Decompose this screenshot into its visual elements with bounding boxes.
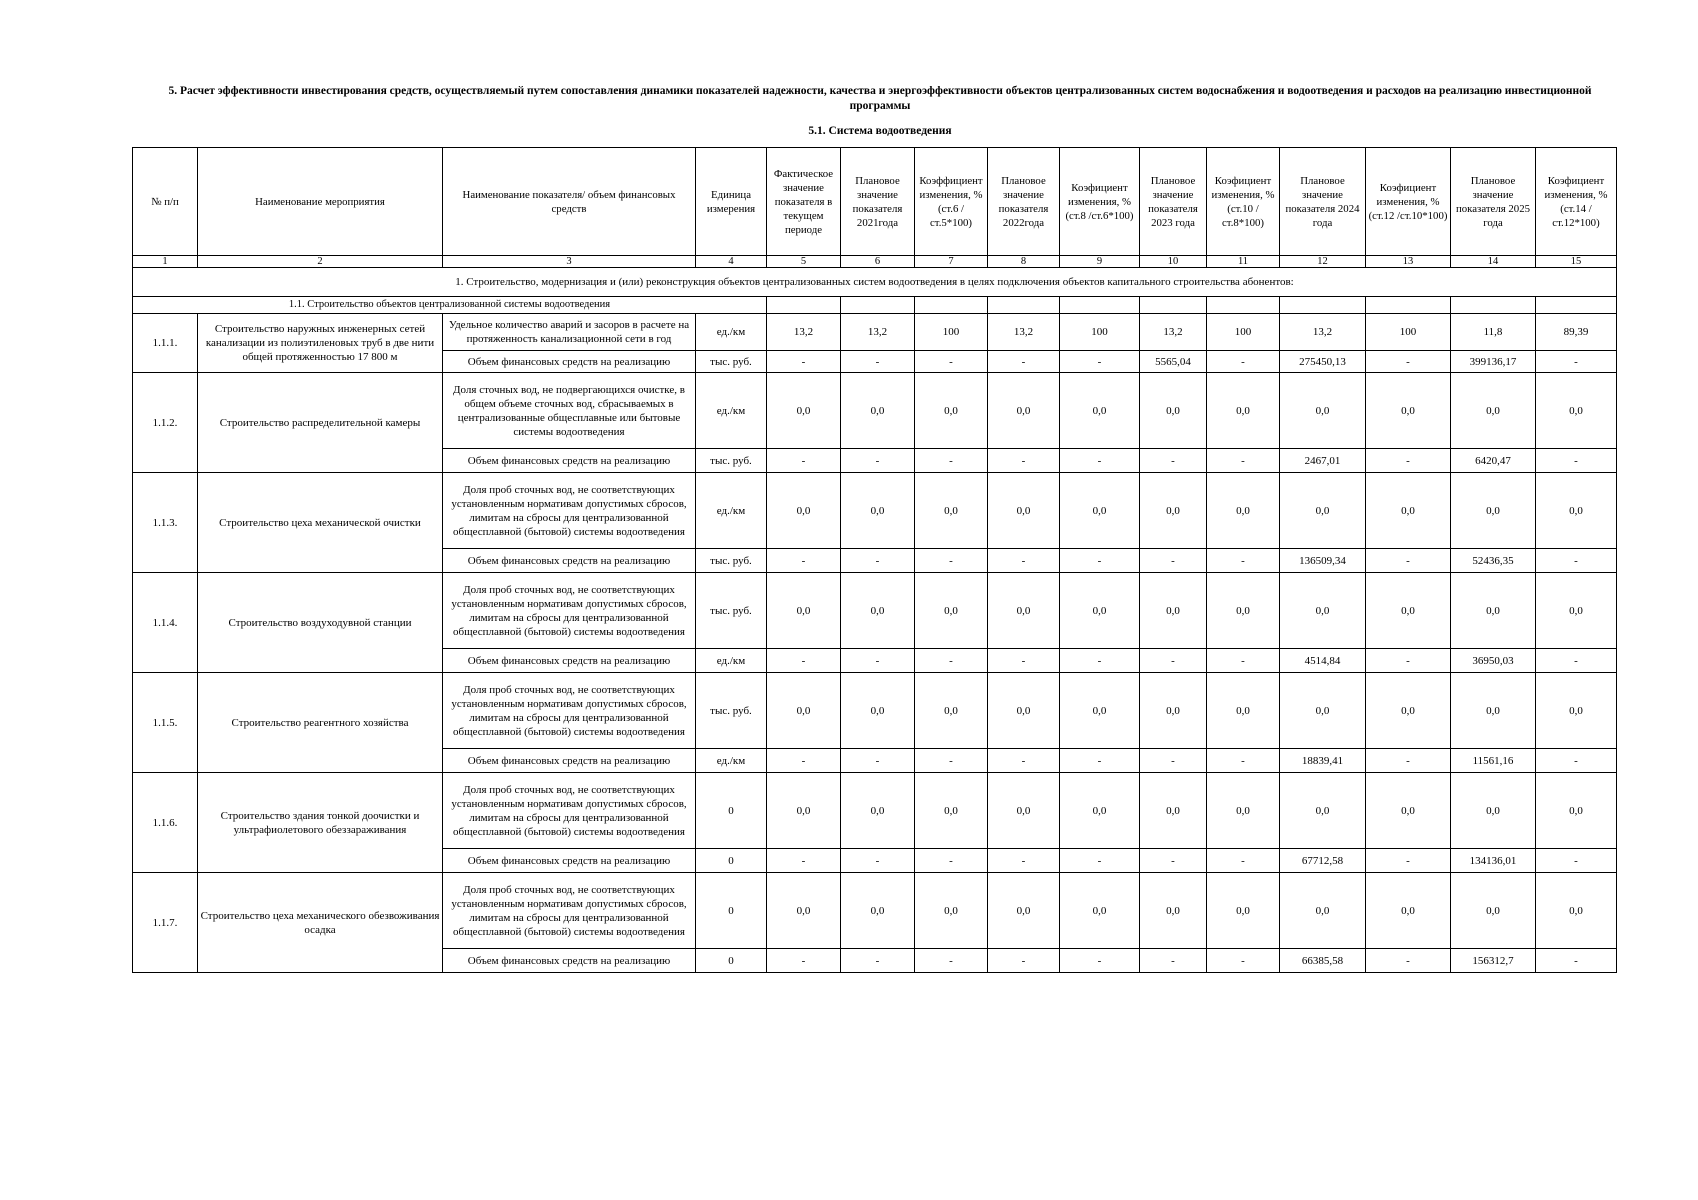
column-number: 1 xyxy=(133,256,198,268)
efficiency-table xyxy=(132,147,1617,973)
indicator-name: Объем финансовых средств на реализацию xyxy=(443,351,696,373)
table-cell xyxy=(841,297,915,314)
table-cell xyxy=(1366,297,1451,314)
value-cell: 0,0 xyxy=(988,573,1060,649)
value-cell: 0,0 xyxy=(841,673,915,749)
value-cell: - xyxy=(915,749,988,773)
value-cell: 0,0 xyxy=(988,673,1060,749)
unit-cell: 0 xyxy=(696,873,767,949)
indicator-name: Объем финансовых средств на реализацию xyxy=(443,649,696,673)
unit-cell: 0 xyxy=(696,949,767,973)
value-cell: 0,0 xyxy=(1060,773,1140,849)
value-cell: 0,0 xyxy=(1280,373,1366,449)
value-cell: 0,0 xyxy=(1536,673,1617,749)
value-cell: 0,0 xyxy=(767,573,841,649)
value-cell: - xyxy=(1060,849,1140,873)
value-cell: - xyxy=(767,449,841,473)
value-cell: - xyxy=(988,549,1060,573)
column-header: Плановое значение показателя 2025 года xyxy=(1451,148,1536,256)
value-cell: - xyxy=(1140,949,1207,973)
value-cell: 100 xyxy=(915,314,988,351)
unit-cell: тыс. руб. xyxy=(696,573,767,649)
column-header: Коэфициент изменения, % (ст.8 /ст.6*100) xyxy=(1060,148,1140,256)
value-cell: 0,0 xyxy=(1536,473,1617,549)
unit-cell: тыс. руб. xyxy=(696,673,767,749)
value-cell: 0,0 xyxy=(1207,373,1280,449)
value-cell: - xyxy=(988,649,1060,673)
value-cell: - xyxy=(841,849,915,873)
page-title: 5. Расчет эффективности инвестирования средств, осуществляемый путем сопоставления динамики показателей надежности, качества и энергоэффективности объектов централизованных систем водоснабжения и водоотведения и расходов на реализацию инвестиционной программы xyxy=(168,85,1592,112)
value-cell: 100 xyxy=(1207,314,1280,351)
value-cell: 156312,7 xyxy=(1451,949,1536,973)
value-cell: 67712,58 xyxy=(1280,849,1366,873)
value-cell: - xyxy=(988,749,1060,773)
value-cell: 13,2 xyxy=(1140,314,1207,351)
value-cell: - xyxy=(988,849,1060,873)
unit-cell: ед./км xyxy=(696,373,767,449)
value-cell: 0,0 xyxy=(1451,673,1536,749)
indicator-name: Объем финансовых средств на реализацию xyxy=(443,449,696,473)
value-cell: - xyxy=(1366,749,1451,773)
table-cell xyxy=(915,297,988,314)
value-cell: 13,2 xyxy=(767,314,841,351)
unit-cell: тыс. руб. xyxy=(696,351,767,373)
unit-cell: ед./км xyxy=(696,749,767,773)
indicator-name: Доля проб сточных вод, не соответствующих установленным нормативам допустимых сбросов, лимитам на сбросы для централизованной общесплавной (бытовой) системы водоотведения xyxy=(443,673,696,749)
indicator-name: Объем финансовых средств на реализацию xyxy=(443,749,696,773)
value-cell: - xyxy=(1207,749,1280,773)
table-cell xyxy=(767,297,841,314)
activity-name: Строительство распределительной камеры xyxy=(198,373,443,473)
value-cell: - xyxy=(1366,351,1451,373)
unit-cell: ед./км xyxy=(696,649,767,673)
value-cell: - xyxy=(1140,649,1207,673)
unit-cell: тыс. руб. xyxy=(696,549,767,573)
column-header: Коэфициент изменения, % (ст.12 /ст.10*100) xyxy=(1366,148,1451,256)
value-cell: 0,0 xyxy=(1060,873,1140,949)
value-cell: 0,0 xyxy=(767,773,841,849)
value-cell: - xyxy=(1207,849,1280,873)
value-cell: 0,0 xyxy=(1140,673,1207,749)
column-header: Фактическое значение показателя в текущем периоде xyxy=(767,148,841,256)
activity-name: Строительство цеха механической очистки xyxy=(198,473,443,573)
section-row xyxy=(133,268,1617,297)
value-cell: 0,0 xyxy=(1207,473,1280,549)
value-cell: 0,0 xyxy=(1451,773,1536,849)
value-cell: - xyxy=(1536,949,1617,973)
value-cell: - xyxy=(1207,351,1280,373)
value-cell: 0,0 xyxy=(915,373,988,449)
column-header: Плановое значение показателя 2022года xyxy=(988,148,1060,256)
column-header: Плановое значение показателя 2023 года xyxy=(1140,148,1207,256)
row-number: 1.1.1. xyxy=(133,314,198,373)
value-cell: - xyxy=(1060,749,1140,773)
value-cell: - xyxy=(915,649,988,673)
table-row xyxy=(133,314,1617,351)
indicator-name: Объем финансовых средств на реализацию xyxy=(443,849,696,873)
value-cell: 0,0 xyxy=(1536,373,1617,449)
value-cell: - xyxy=(1060,351,1140,373)
value-cell: 52436,35 xyxy=(1451,549,1536,573)
table-cell xyxy=(1060,297,1140,314)
value-cell: 0,0 xyxy=(1366,773,1451,849)
value-cell: - xyxy=(1536,449,1617,473)
table-row xyxy=(133,773,1617,849)
column-header: Плановое значение показателя 2024 года xyxy=(1280,148,1366,256)
column-header: Коэфициент изменения, % (ст.14 /ст.12*100) xyxy=(1536,148,1617,256)
value-cell: 0,0 xyxy=(1060,673,1140,749)
value-cell: 0,0 xyxy=(1536,773,1617,849)
indicator-name: Доля проб сточных вод, не соответствующих установленным нормативам допустимых сбросов, лимитам на сбросы для централизованной общесплавной (бытовой) системы водоотведения xyxy=(443,573,696,649)
value-cell: - xyxy=(1536,849,1617,873)
value-cell: 0,0 xyxy=(1207,773,1280,849)
column-number: 12 xyxy=(1280,256,1366,268)
column-number: 9 xyxy=(1060,256,1140,268)
value-cell: - xyxy=(1366,649,1451,673)
value-cell: 399136,17 xyxy=(1451,351,1536,373)
row-number: 1.1.4. xyxy=(133,573,198,673)
value-cell: 0,0 xyxy=(841,573,915,649)
value-cell: 66385,58 xyxy=(1280,949,1366,973)
value-cell: 0,0 xyxy=(1140,473,1207,549)
value-cell: 0,0 xyxy=(841,873,915,949)
table-cell xyxy=(1280,297,1366,314)
value-cell: - xyxy=(1140,449,1207,473)
section-subtitle: 5.1. Система водоотведения xyxy=(808,125,952,137)
subsection-title: 1.1. Строительство объектов централизованной системы водоотведения xyxy=(133,297,767,314)
value-cell: 0,0 xyxy=(1280,573,1366,649)
table-row xyxy=(133,473,1617,549)
table-row xyxy=(133,573,1617,649)
value-cell: 0,0 xyxy=(1207,573,1280,649)
value-cell: - xyxy=(1207,549,1280,573)
table-cell xyxy=(1207,297,1280,314)
value-cell: 0,0 xyxy=(1366,873,1451,949)
activity-name: Строительство наружных инженерных сетей канализации из полиэтиленовых труб в две нити общей протяженностью 17 800 м xyxy=(198,314,443,373)
value-cell: 0,0 xyxy=(1366,373,1451,449)
table-row xyxy=(133,873,1617,949)
value-cell: 0,0 xyxy=(841,373,915,449)
value-cell: - xyxy=(767,649,841,673)
indicator-name: Доля сточных вод, не подвергающихся очистке, в общем объеме сточных вод, сбрасываемых в централизованные общесплавные или бытовые системы водоотведения xyxy=(443,373,696,449)
column-number: 13 xyxy=(1366,256,1451,268)
value-cell: 13,2 xyxy=(1280,314,1366,351)
value-cell: 0,0 xyxy=(1140,373,1207,449)
column-number: 14 xyxy=(1451,256,1536,268)
subsection-row xyxy=(133,297,1617,314)
table-row xyxy=(133,673,1617,749)
value-cell: 0,0 xyxy=(988,473,1060,549)
value-cell: 0,0 xyxy=(1280,673,1366,749)
value-cell: 0,0 xyxy=(1451,573,1536,649)
value-cell: - xyxy=(1140,849,1207,873)
row-number: 1.1.7. xyxy=(133,873,198,973)
value-cell: - xyxy=(1207,449,1280,473)
value-cell: 0,0 xyxy=(1060,473,1140,549)
column-number: 6 xyxy=(841,256,915,268)
indicator-name: Объем финансовых средств на реализацию xyxy=(443,949,696,973)
column-number: 10 xyxy=(1140,256,1207,268)
column-header: № п/п xyxy=(133,148,198,256)
unit-cell: тыс. руб. xyxy=(696,449,767,473)
column-numbers-row xyxy=(133,256,1617,268)
row-number: 1.1.6. xyxy=(133,773,198,873)
value-cell: - xyxy=(915,549,988,573)
value-cell: - xyxy=(1140,549,1207,573)
value-cell: 0,0 xyxy=(915,773,988,849)
value-cell: 0,0 xyxy=(841,473,915,549)
value-cell: 0,0 xyxy=(1060,573,1140,649)
value-cell: - xyxy=(841,649,915,673)
value-cell: 13,2 xyxy=(841,314,915,351)
value-cell: 0,0 xyxy=(1140,573,1207,649)
row-number: 1.1.2. xyxy=(133,373,198,473)
table-cell xyxy=(1451,297,1536,314)
value-cell: - xyxy=(1536,649,1617,673)
value-cell: 0,0 xyxy=(1280,773,1366,849)
value-cell: 0,0 xyxy=(915,473,988,549)
value-cell: - xyxy=(767,749,841,773)
value-cell: - xyxy=(1207,949,1280,973)
value-cell: - xyxy=(767,949,841,973)
value-cell: - xyxy=(1536,749,1617,773)
value-cell: 36950,03 xyxy=(1451,649,1536,673)
value-cell: - xyxy=(1366,449,1451,473)
value-cell: 0,0 xyxy=(915,873,988,949)
value-cell: - xyxy=(1366,949,1451,973)
value-cell: 0,0 xyxy=(767,673,841,749)
column-header: Плановое значение показателя 2021года xyxy=(841,148,915,256)
column-number: 11 xyxy=(1207,256,1280,268)
value-cell: 11,8 xyxy=(1451,314,1536,351)
value-cell: - xyxy=(841,449,915,473)
value-cell: 0,0 xyxy=(1451,873,1536,949)
value-cell: - xyxy=(841,351,915,373)
column-header: Наименование мероприятия xyxy=(198,148,443,256)
value-cell: 0,0 xyxy=(915,673,988,749)
value-cell: 0,0 xyxy=(767,373,841,449)
column-number: 3 xyxy=(443,256,696,268)
value-cell: 0,0 xyxy=(915,573,988,649)
value-cell: 0,0 xyxy=(988,873,1060,949)
value-cell: - xyxy=(988,449,1060,473)
column-header: Единица измерения xyxy=(696,148,767,256)
value-cell: - xyxy=(1060,549,1140,573)
value-cell: 0,0 xyxy=(1280,873,1366,949)
value-cell: - xyxy=(841,549,915,573)
activity-name: Строительство воздуходувной станции xyxy=(198,573,443,673)
value-cell: 0,0 xyxy=(988,373,1060,449)
header-row xyxy=(133,148,1617,256)
indicator-name: Удельное количество аварий и засоров в расчете на протяженность канализационной сети в год xyxy=(443,314,696,351)
value-cell: - xyxy=(767,849,841,873)
value-cell: 136509,34 xyxy=(1280,549,1366,573)
value-cell: 0,0 xyxy=(1140,773,1207,849)
value-cell: - xyxy=(1060,949,1140,973)
value-cell: 0,0 xyxy=(1451,473,1536,549)
row-number: 1.1.3. xyxy=(133,473,198,573)
value-cell: 0,0 xyxy=(1280,473,1366,549)
value-cell: 0,0 xyxy=(1451,373,1536,449)
unit-cell: 0 xyxy=(696,849,767,873)
value-cell: 134136,01 xyxy=(1451,849,1536,873)
value-cell: - xyxy=(1060,649,1140,673)
column-number: 2 xyxy=(198,256,443,268)
column-number: 5 xyxy=(767,256,841,268)
column-number: 4 xyxy=(696,256,767,268)
value-cell: - xyxy=(1536,549,1617,573)
table-row xyxy=(133,373,1617,449)
row-number: 1.1.5. xyxy=(133,673,198,773)
value-cell: 100 xyxy=(1366,314,1451,351)
value-cell: 13,2 xyxy=(988,314,1060,351)
value-cell: 0,0 xyxy=(1366,673,1451,749)
value-cell: 0,0 xyxy=(1207,673,1280,749)
value-cell: - xyxy=(841,749,915,773)
value-cell: - xyxy=(767,351,841,373)
value-cell: - xyxy=(915,449,988,473)
value-cell: - xyxy=(915,351,988,373)
value-cell: 100 xyxy=(1060,314,1140,351)
value-cell: 0,0 xyxy=(1140,873,1207,949)
table-cell xyxy=(1140,297,1207,314)
column-header: Наименование показателя/ объем финансовых средств xyxy=(443,148,696,256)
value-cell: 0,0 xyxy=(988,773,1060,849)
value-cell: 2467,01 xyxy=(1280,449,1366,473)
value-cell: - xyxy=(1140,749,1207,773)
unit-cell: 0 xyxy=(696,773,767,849)
value-cell: 89,39 xyxy=(1536,314,1617,351)
value-cell: 5565,04 xyxy=(1140,351,1207,373)
value-cell: 0,0 xyxy=(1366,573,1451,649)
unit-cell: ед./км xyxy=(696,314,767,351)
value-cell: 0,0 xyxy=(841,773,915,849)
section-title: 1. Строительство, модернизация и (или) реконструкция объектов централизованных систем водоотведения в целях подключения объектов капитального строительства абонентов: xyxy=(133,268,1617,297)
activity-name: Строительство реагентного хозяйства xyxy=(198,673,443,773)
value-cell: - xyxy=(988,351,1060,373)
value-cell: - xyxy=(767,549,841,573)
value-cell: 275450,13 xyxy=(1280,351,1366,373)
value-cell: 4514,84 xyxy=(1280,649,1366,673)
column-number: 8 xyxy=(988,256,1060,268)
column-number: 15 xyxy=(1536,256,1617,268)
value-cell: - xyxy=(1207,649,1280,673)
indicator-name: Объем финансовых средств на реализацию xyxy=(443,549,696,573)
indicator-name: Доля проб сточных вод, не соответствующих установленным нормативам допустимых сбросов, лимитам на сбросы для централизованной общесплавной (бытовой) системы водоотведения xyxy=(443,773,696,849)
value-cell: 0,0 xyxy=(1536,573,1617,649)
unit-cell: ед./км xyxy=(696,473,767,549)
value-cell: 0,0 xyxy=(1536,873,1617,949)
value-cell: - xyxy=(915,849,988,873)
value-cell: 0,0 xyxy=(1207,873,1280,949)
value-cell: - xyxy=(1366,549,1451,573)
value-cell: - xyxy=(1536,351,1617,373)
value-cell: 0,0 xyxy=(1060,373,1140,449)
table-cell xyxy=(988,297,1060,314)
value-cell: - xyxy=(988,949,1060,973)
value-cell: - xyxy=(1366,849,1451,873)
value-cell: - xyxy=(1060,449,1140,473)
activity-name: Строительство здания тонкой доочистки и ультрафиолетового обеззараживания xyxy=(198,773,443,873)
value-cell: 0,0 xyxy=(1366,473,1451,549)
activity-name: Строительство цеха механического обезвоживания осадка xyxy=(198,873,443,973)
value-cell: - xyxy=(841,949,915,973)
value-cell: - xyxy=(915,949,988,973)
table-cell xyxy=(1536,297,1617,314)
value-cell: 0,0 xyxy=(767,873,841,949)
value-cell: 6420,47 xyxy=(1451,449,1536,473)
value-cell: 0,0 xyxy=(767,473,841,549)
value-cell: 11561,16 xyxy=(1451,749,1536,773)
indicator-name: Доля проб сточных вод, не соответствующих установленным нормативам допустимых сбросов, лимитам на сбросы для централизованной общесплавной (бытовой) системы водоотведения xyxy=(443,473,696,549)
column-number: 7 xyxy=(915,256,988,268)
indicator-name: Доля проб сточных вод, не соответствующих установленным нормативам допустимых сбросов, лимитам на сбросы для централизованной общесплавной (бытовой) системы водоотведения xyxy=(443,873,696,949)
column-header: Коэффициент изменения, % (ст.6 /ст.5*100) xyxy=(915,148,988,256)
value-cell: 18839,41 xyxy=(1280,749,1366,773)
column-header: Коэфициент изменения, % (ст.10 /ст.8*100) xyxy=(1207,148,1280,256)
